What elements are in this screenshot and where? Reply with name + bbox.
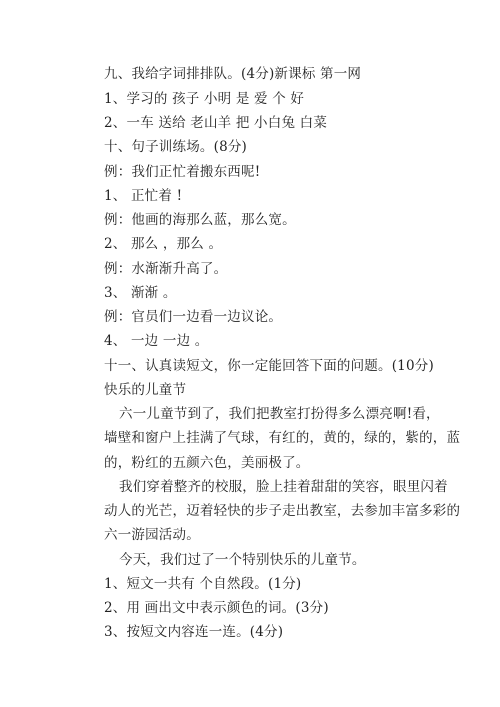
question-line: 4、 一边 一边 。 [104, 333, 209, 349]
section-eleven-heading: 十一、认真读短文，你一定能回答下面的问题。(10分) [104, 358, 434, 374]
passage-paragraph-line: 六一游园活动。 [104, 527, 200, 543]
question-line: 3、按短文内容连一连。(4分) [104, 624, 284, 640]
passage-paragraph-line: 的，粉红的五颜六色，美丽极了。 [104, 455, 310, 471]
question-line: 2、一车 送给 老山羊 把 小白兔 白菜 [104, 115, 328, 131]
passage-paragraph-line: 墙壁和窗户上挂满了气球，有红的，黄的，绿的，紫的，蓝 [104, 430, 461, 446]
question-line: 2、 那么 ，那么 。 [104, 236, 223, 252]
example-line: 例：他画的海那么蓝，那么宽。 [104, 212, 296, 228]
passage-paragraph-line: 我们穿着整齐的校服，脸上挂着甜甜的笑容，眼里闪着 [119, 479, 448, 495]
passage-paragraph-line: 六一儿童节到了，我们把教室打扮得多么漂亮啊!看， [119, 406, 440, 422]
question-line: 1、短文一共有 个自然段。(1分) [104, 576, 302, 592]
section-ten-heading: 十、句子训练场。(8分) [104, 139, 248, 155]
passage-paragraph-line: 动人的光芒，迈着轻快的步子走出教室，去参加丰富多彩的 [104, 503, 461, 519]
example-line: 例：官员们一边看一边议论。 [104, 309, 283, 325]
example-line: 例：水渐渐升高了。 [104, 261, 228, 277]
example-line: 例：我们正忙着搬东西呢! [104, 164, 261, 180]
question-line: 1、 正忙着 ! [104, 188, 183, 204]
question-line: 3、 渐渐 。 [104, 285, 177, 301]
question-line: 1、学习的 孩子 小明 是 爱 个 好 [104, 91, 305, 107]
passage-paragraph-line: 今天，我们过了一个特别快乐的儿童节。 [119, 552, 366, 568]
passage-title: 快乐的儿童节 [104, 382, 187, 398]
section-nine-heading: 九、我给字词排排队。(4分)新课标 第一网 [104, 66, 362, 82]
question-line: 2、用 画出文中表示颜色的词。(3分) [104, 600, 329, 616]
